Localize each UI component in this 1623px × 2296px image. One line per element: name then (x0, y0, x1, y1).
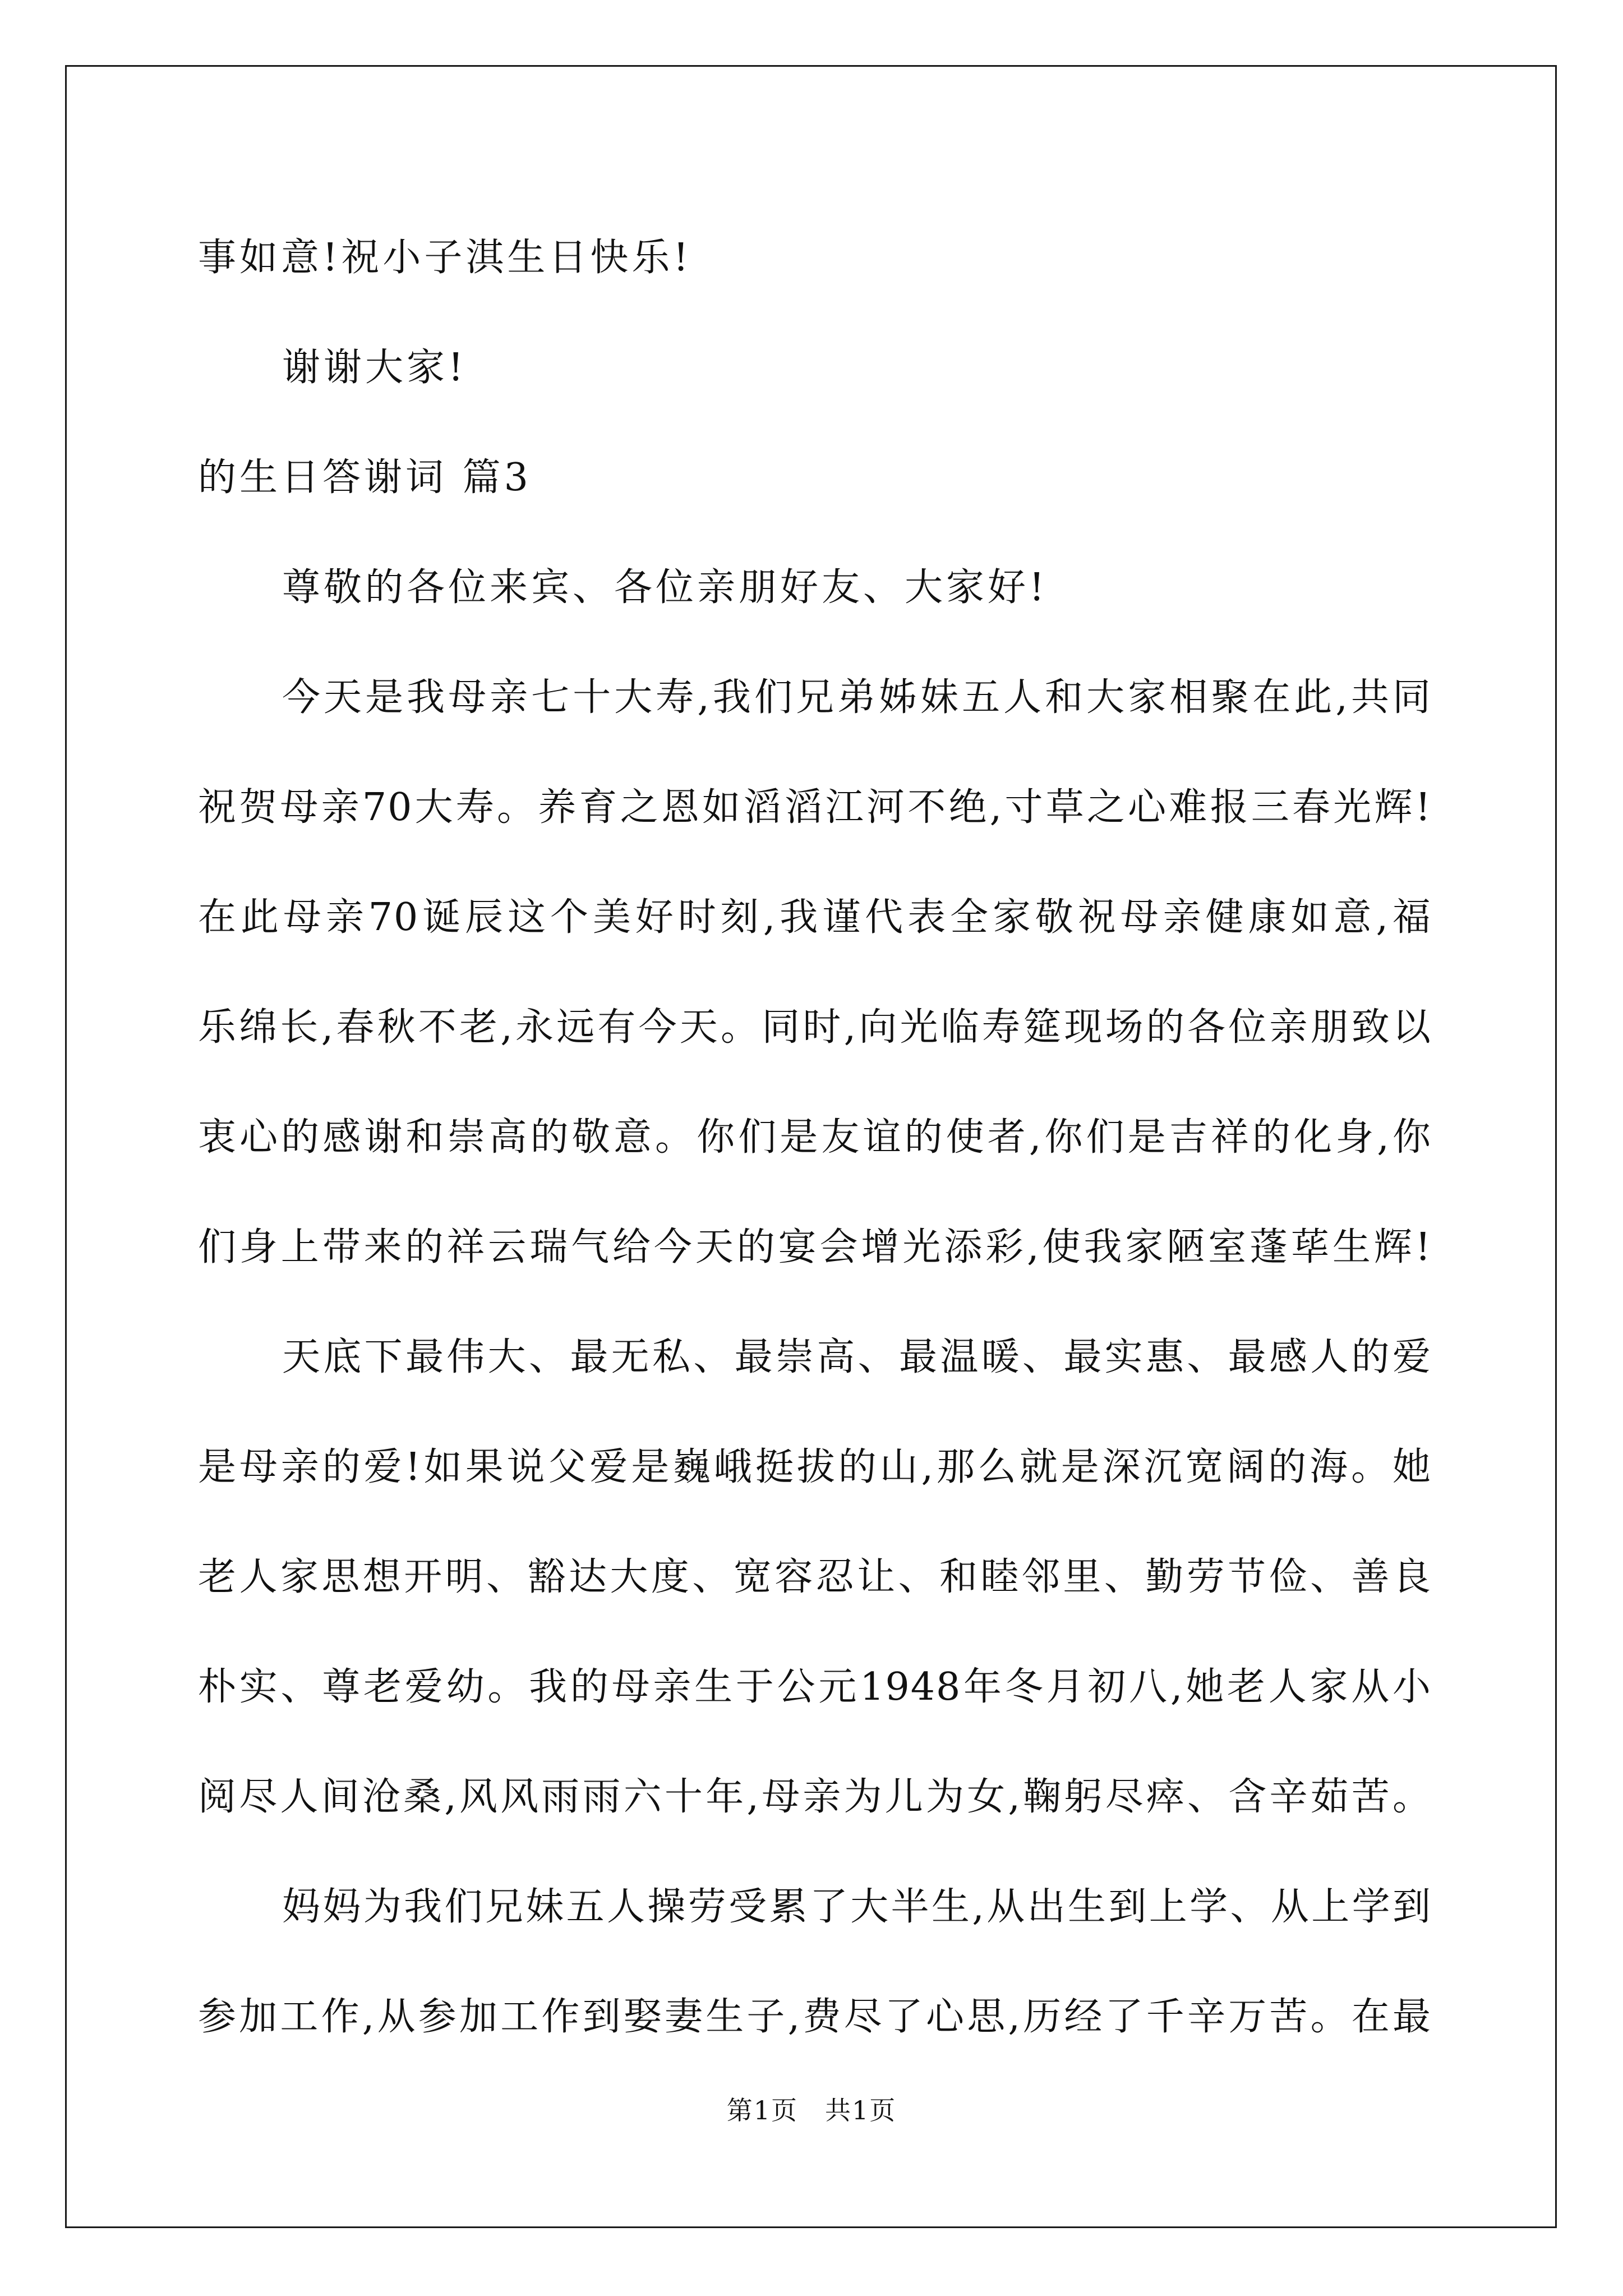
text-line: 参加工作,从参加工作到娶妻生子,费尽了心思,历经了千辛万苦。在最 (198, 1995, 1432, 2039)
text-line: 朴实、尊老爱幼。我的母亲生于公元1948年冬月初八,她老人家从小 (198, 1665, 1432, 1709)
text-line: 在此母亲70诞辰这个美好时刻,我谨代表全家敬祝母亲健康如意,福 (198, 895, 1432, 940)
text-line: 阅尽人间沧桑,风风雨雨六十年,母亲为儿为女,鞠躬尽瘁、含辛茹苦。 (198, 1775, 1432, 1819)
page-number-footer: 第1页 共1页 (726, 2095, 897, 2125)
text-line: 乐绵长,春秋不老,永远有今天。同时,向光临寿筵现场的各位亲朋致以 (198, 1005, 1432, 1050)
text-line: 是母亲的爱!如果说父爱是巍峨挺拔的山,那么就是深沉宽阔的海。她 (198, 1445, 1432, 1489)
text-line: 衷心的感谢和崇高的敬意。你们是友谊的使者,你们是吉祥的化身,你 (198, 1115, 1432, 1159)
text-line: 今天是我母亲七十大寿,我们兄弟姊妹五人和大家相聚在此,共同 (282, 675, 1432, 720)
text-line: 妈妈为我们兄妹五人操劳受累了大半生,从出生到上学、从上学到 (282, 1885, 1432, 1929)
text-line: 祝贺母亲70大寿。养育之恩如滔滔江河不绝,寸草之心难报三春光辉! (198, 785, 1432, 830)
document-body (198, 203, 1432, 2072)
text-line: 天底下最伟大、最无私、最崇高、最温暖、最实惠、最感人的爱 (282, 1335, 1432, 1379)
text-line: 尊敬的各位来宾、各位亲朋好友、大家好! (282, 565, 1048, 610)
text-line: 谢谢大家! (282, 346, 467, 390)
text-line: 们身上带来的祥云瑞气给今天的宴会增光添彩,使我家陋室蓬荜生辉! (198, 1225, 1432, 1269)
section-heading: 的生日答谢词 篇3 (198, 455, 532, 500)
text-line: 老人家思想开明、豁达大度、宽容忍让、和睦邻里、勤劳节俭、善良 (198, 1555, 1432, 1599)
text-line: 事如意!祝小子淇生日快乐! (198, 236, 692, 280)
